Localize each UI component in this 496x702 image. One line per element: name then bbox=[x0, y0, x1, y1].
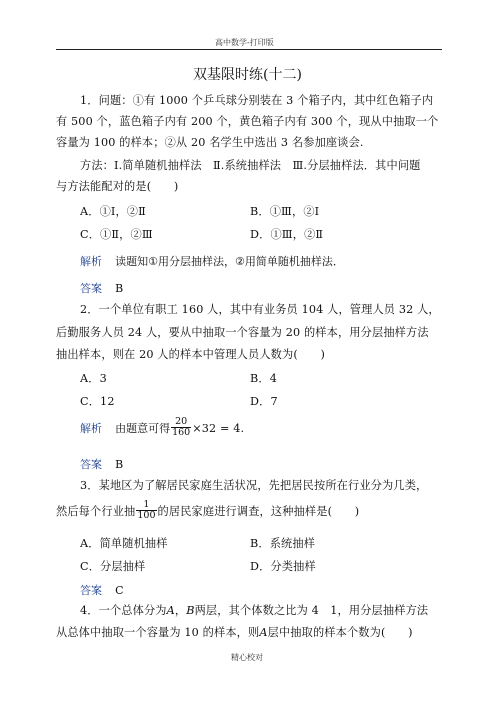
q4-line2 bbox=[56, 624, 413, 640]
q1-option-c: C．①Ⅱ，②Ⅲ bbox=[80, 228, 153, 241]
answer-value: B bbox=[115, 282, 124, 295]
q1-line1: 1．问题：①有 1000 个乒乓球分别装在 3 个箱子内，其中红色箱子内 bbox=[80, 94, 434, 107]
analysis-text: 读题知①用分层抽样法，②用简单随机抽样法． bbox=[115, 255, 344, 268]
fraction-numerator: 1 bbox=[136, 500, 156, 511]
q1-option-a: A．①Ⅰ，②Ⅱ bbox=[80, 205, 146, 218]
fraction bbox=[171, 417, 191, 438]
q3-option-b: B．系统抽样 bbox=[250, 537, 316, 550]
q2-option-a: A．3 bbox=[80, 372, 107, 385]
separator: ， bbox=[174, 604, 187, 617]
fraction-denominator: 100 bbox=[137, 510, 156, 521]
q4-text-a: 4．一个总体分为 bbox=[80, 604, 167, 617]
q1-option-d: D．①Ⅲ，②Ⅱ bbox=[250, 228, 324, 241]
q3-option-a: A．简单随机抽样 bbox=[80, 537, 168, 550]
q2-line2: 后勤服务人员 24 人，要从中抽取一个容量为 20 的样本，用分层抽样方法 bbox=[56, 326, 429, 339]
var-b: B bbox=[186, 604, 195, 617]
fraction-numerator: 20 bbox=[171, 417, 191, 428]
q4-text-b: 两层，其个体数之比为 4 1，用分层抽样方法 bbox=[194, 604, 429, 617]
q1-line4: 方法：Ⅰ.简单随机抽样法 Ⅱ.系统抽样法 Ⅲ.分层抽样法．其中问题 bbox=[80, 159, 421, 172]
fraction bbox=[136, 500, 156, 521]
q4-text-c: 从总体中抽取一个容量为 10 的样本，则 bbox=[56, 626, 260, 639]
page-title: 双基限时练(十二) bbox=[193, 67, 302, 83]
q2-answer bbox=[80, 453, 123, 472]
header-rule bbox=[56, 49, 442, 50]
line2-prefix: 然后每个行业抽 bbox=[56, 505, 136, 518]
answer-value: B bbox=[115, 458, 124, 471]
page-footer: 精心校对 bbox=[231, 653, 263, 662]
q1-analysis bbox=[80, 250, 344, 269]
q2-option-c: C．12 bbox=[80, 395, 115, 408]
fraction-denominator: 160 bbox=[172, 427, 191, 438]
analysis-label: 解析 bbox=[80, 422, 102, 435]
q2-analysis bbox=[80, 412, 244, 444]
q2-option-d: D．7 bbox=[250, 395, 278, 408]
answer-label: 答案 bbox=[80, 458, 102, 471]
q3-line1: 3．某地区为了解居民家庭生活状况，先把居民按所在行业分为几类， bbox=[80, 479, 428, 492]
q3-answer bbox=[80, 579, 124, 598]
q4-text-d: 层中抽取的样本个数为( ) bbox=[267, 626, 413, 639]
answer-label: 答案 bbox=[80, 282, 102, 295]
q1-line5: 与方法能配对的是( ) bbox=[56, 180, 179, 193]
answer-label: 答案 bbox=[80, 584, 102, 597]
q4-line1 bbox=[80, 602, 428, 618]
q1-line3: 容量为 100 的样本；②从 20 名学生中选出 3 名参加座谈会. bbox=[56, 136, 364, 149]
q2-option-b: B．4 bbox=[250, 372, 277, 385]
q3-option-d: D．分类抽样 bbox=[250, 560, 316, 573]
page-header: 高中数学-打印版 bbox=[215, 38, 274, 47]
q2-line3: 抽出样本，则在 20 人的样本中管理人员人数为( ) bbox=[56, 348, 326, 361]
analysis-label: 解析 bbox=[80, 255, 102, 268]
answer-value: C bbox=[115, 584, 124, 597]
q1-option-b: B．①Ⅲ，②Ⅰ bbox=[250, 205, 320, 218]
var-a: A bbox=[259, 626, 268, 639]
analysis-suffix: ×32 = 4. bbox=[192, 422, 245, 435]
q1-line2: 有 500 个，蓝色箱子内有 200 个，黄色箱子内有 300 个，现从中抽取一个 bbox=[56, 115, 439, 128]
q2-line1: 2．一个单位有职工 160 人，其中有业务员 104 人，管理人员 32 人， bbox=[80, 303, 440, 316]
q1-answer bbox=[80, 277, 123, 296]
var-a: A bbox=[166, 604, 175, 617]
q3-line2 bbox=[56, 495, 359, 527]
line2-suffix: 的居民家庭进行调查，这种抽样是( ) bbox=[157, 505, 360, 518]
q3-option-c: C．分层抽样 bbox=[80, 560, 146, 573]
analysis-prefix: 由题意可得 bbox=[115, 422, 171, 435]
